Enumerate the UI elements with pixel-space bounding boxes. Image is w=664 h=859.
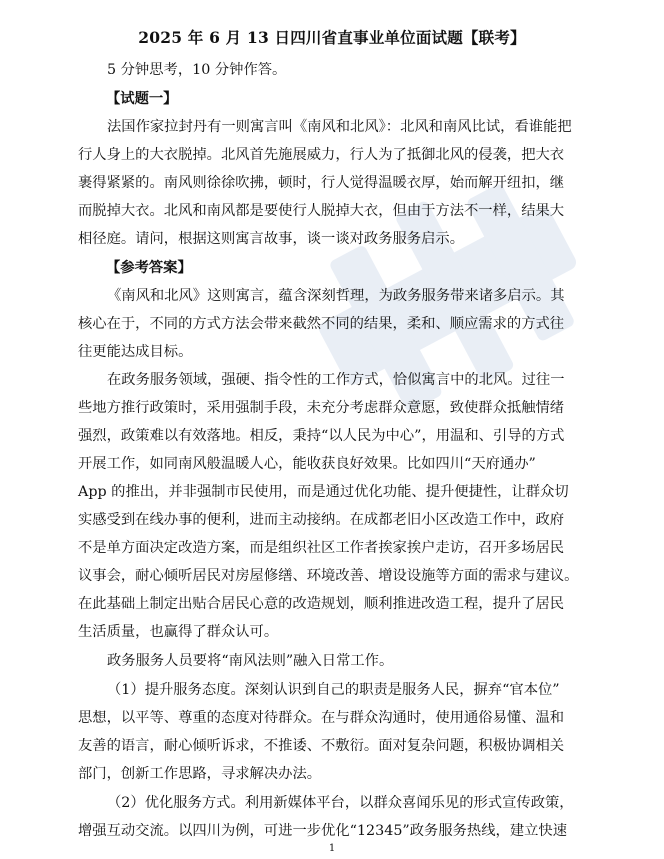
paragraph-line: 些地方推行政策时，采用强制手段，未充分考虑群众意愿，致使群众抵触情绪 [78, 400, 565, 416]
paragraph-line: 在此基础上制定出贴合居民心意的改造规划，顺利推进改造工程，提升了居民 [78, 596, 565, 612]
paragraph-line: 政务服务人员要将“南风法则”融入日常工作。 [107, 653, 394, 669]
paragraph-line: 生活质量，也赢得了群众认可。 [78, 624, 279, 640]
paragraph-line: 而脱掉大衣。北风和南风都是要使行人脱掉大衣，但由于方法不一样，结果大 [78, 203, 565, 219]
paragraph-line: 部门，创新工作思路，寻求解决办法。 [78, 766, 322, 782]
page-number: 1 [328, 843, 336, 854]
paragraph-line: 开展工作，如同南风般温暖人心，能收获良好效果。比如四川“天府通办” [78, 456, 536, 472]
paragraph-line: 思想，以平等、尊重的态度对待群众。在与群众沟通时，使用通俗易懂、温和 [78, 710, 565, 726]
paragraph-line: 裹得紧紧的。南风则徐徐吹拂，顿时，行人觉得温暖衣厚，始而解开纽扣，继 [78, 175, 565, 191]
paragraph-line: 往更能达成目标。 [78, 344, 193, 360]
question-heading: 【试题一】 [106, 91, 178, 107]
paragraph-line: 实感受到在线办事的便利，进而主动接纳。在成都老旧小区改造工作中，政府 [78, 512, 565, 528]
answer-heading: 【参考答案】 [106, 260, 192, 276]
paragraph-line: 增强互动交流。以四川为例，可进一步优化“12345”政务服务热线，建立快速 [78, 823, 568, 839]
paragraph-line: 行人身上的大衣脱掉。北风首先施展威力，行人为了抵御北风的侵袭，把大衣 [78, 147, 565, 163]
paragraph-line: 《南风和北风》这则寓言，蕴含深刻哲理，为政务服务带来诸多启示。其 [107, 288, 565, 304]
paragraph-line: 相径庭。请问，根据这则寓言故事，谈一谈对政务服务启示。 [78, 231, 465, 247]
instructions-text: 5 分钟思考，10 分钟作答。 [107, 62, 287, 78]
paragraph-line: （1）提升服务态度。深刻认识到自己的职责是服务人民，摒弃“官本位” [107, 682, 560, 698]
paragraph-line: 核心在于，不同的方式方法会带来截然不同的结果，柔和、顺应需求的方式往 [78, 316, 565, 332]
document-title: 2025 年 6 月 13 日四川省直事业单位面试题【联考】 [138, 28, 526, 47]
paragraph-line: App 的推出，并非强制市民使用，而是通过优化功能、提升便捷性，让群众切 [78, 484, 569, 500]
paragraph-line: 友善的语言，耐心倾听诉求，不推诿、不敷衍。面对复杂问题，积极协调相关 [78, 738, 565, 754]
paragraph-line: 议事会，耐心倾听居民对房屋修缮、环境改善、增设设施等方面的需求与建议。 [78, 568, 579, 584]
paragraph-line: 强烈，政策难以有效落地。相反，秉持“以人民为中心”，用温和、引导的方式 [78, 428, 565, 444]
paragraph-line: 法国作家拉封丹有一则寓言叫《南风和北风》：北风和南风比试，看谁能把 [107, 119, 572, 135]
paragraph-line: 在政务服务领域，强硬、指令性的工作方式，恰似寓言中的北风。过往一 [107, 372, 565, 388]
paragraph-line: （2）优化服务方式。利用新媒体平台，以群众喜闻乐见的形式宣传政策， [107, 795, 574, 811]
paragraph-line: 不是单方面决定改造方案，而是组织社区工作者挨家挨户走访，召开多场居民 [78, 540, 565, 556]
